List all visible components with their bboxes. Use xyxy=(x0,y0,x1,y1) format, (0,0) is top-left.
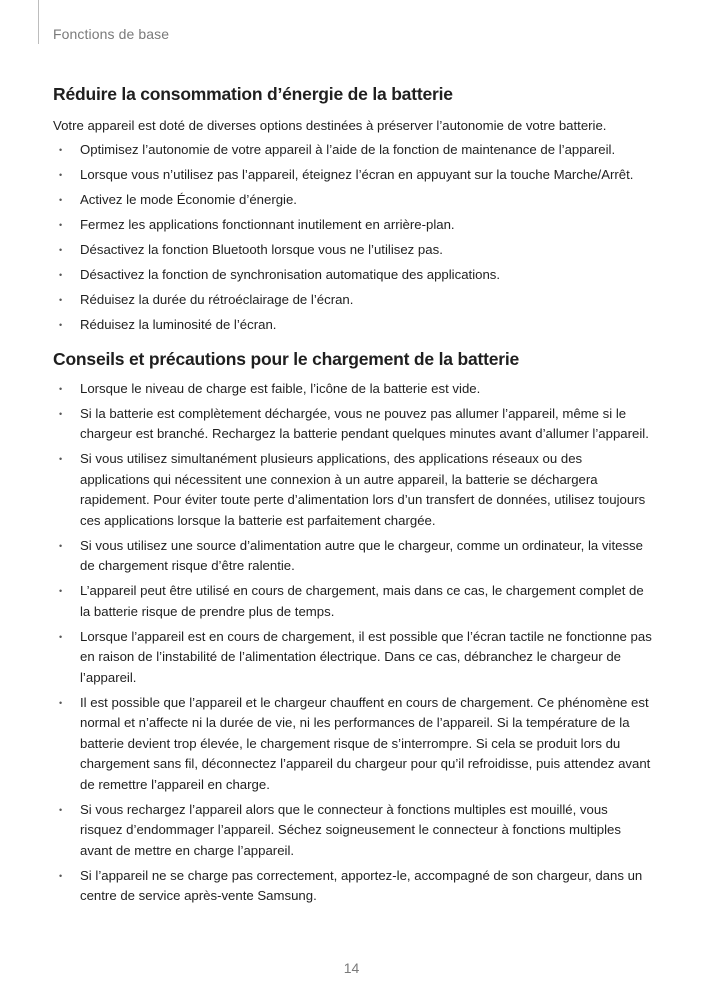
list-item: • Lorsque l’appareil est en cours de chargement, il est possible que l’écran tactile ne fonctionne pas en raison de l’instabilité de l’alimentation électrique. Dans ce cas, débranchez le chargeur de l’appareil. xyxy=(53,627,653,689)
list-item: • Si vous utilisez simultanément plusieurs applications, des applications réseaux ou des applications qui nécessitent une connexion à un autre appareil, la batterie se déchargera rapidement. Pour éviter toute perte d’alimentation lors d’un transfert de données, utilisez toujours ces applications lorsque la batterie est parfaitement chargée. xyxy=(53,449,653,531)
list-item: • Si vous rechargez l’appareil alors que le connecteur à fonctions multiples est mouillé, vous risquez d’endommager l’appareil. Séchez soigneusement le connecteur à fonctions multiples avant de mettre en charge l’appareil. xyxy=(53,800,653,862)
list-item: • Réduisez la durée du rétroéclairage de l’écran. xyxy=(53,290,653,311)
list-item: • Optimisez l’autonomie de votre appareil à l’aide de la fonction de maintenance de l’appareil. xyxy=(53,140,653,161)
list-item: • L’appareil peut être utilisé en cours de chargement, mais dans ce cas, le chargement complet de la batterie risque de prendre plus de temps. xyxy=(53,581,653,622)
list-item: • Activez le mode Économie d’énergie. xyxy=(53,190,653,211)
list-item: • Il est possible que l’appareil et le chargeur chauffent en cours de chargement. Ce phénomène est normal et n’affecte ni la durée de vie, ni les performances de l’appareil. Si la température de la batterie devient trop élevée, le chargement risque de s’interrompre. Si cela se produit lors du chargement sans fil, déconnectez l’appareil du chargeur pour qu’il refroidisse, puis attendez avant de remettre l’appareil en charge. xyxy=(53,693,653,796)
list-item: • Si vous utilisez une source d’alimentation autre que le chargeur, comme un ordinateur, la vitesse de chargement risque d’être ralentie. xyxy=(53,536,653,577)
running-header: Fonctions de base xyxy=(53,26,170,42)
battery-saving-list xyxy=(53,140,653,336)
section-intro: Votre appareil est doté de diverses options destinées à préserver l’autonomie de votre batterie. xyxy=(53,118,607,133)
section-title-charging-tips: Conseils et précautions pour le chargement de la batterie xyxy=(53,348,520,369)
list-item: • Réduisez la luminosité de l’écran. xyxy=(53,315,653,336)
list-item: • Lorsque vous n’utilisez pas l’appareil, éteignez l’écran en appuyant sur la touche Marche/Arrêt. xyxy=(53,165,653,186)
list-item: • Si la batterie est complètement déchargée, vous ne pouvez pas allumer l’appareil, même si le chargeur est branché. Rechargez la batterie pendant quelques minutes avant d’allumer l’appareil. xyxy=(53,404,653,445)
charging-tips-list xyxy=(53,379,653,907)
list-item: • Si l’appareil ne se charge pas correctement, apportez-le, accompagné de son chargeur, dans un centre de service après-vente Samsung. xyxy=(53,866,653,907)
list-item: • Lorsque le niveau de charge est faible, l’icône de la batterie est vide. xyxy=(53,379,653,400)
list-item: • Désactivez la fonction Bluetooth lorsque vous ne l’utilisez pas. xyxy=(53,240,653,261)
section-title-battery-saving: Réduire la consommation d’énergie de la batterie xyxy=(53,84,453,104)
header-rule xyxy=(38,0,39,44)
list-item: • Désactivez la fonction de synchronisation automatique des applications. xyxy=(53,265,653,286)
page-content xyxy=(53,82,653,911)
page-number: 14 xyxy=(343,960,360,976)
list-item: • Fermez les applications fonctionnant inutilement en arrière-plan. xyxy=(53,215,653,236)
